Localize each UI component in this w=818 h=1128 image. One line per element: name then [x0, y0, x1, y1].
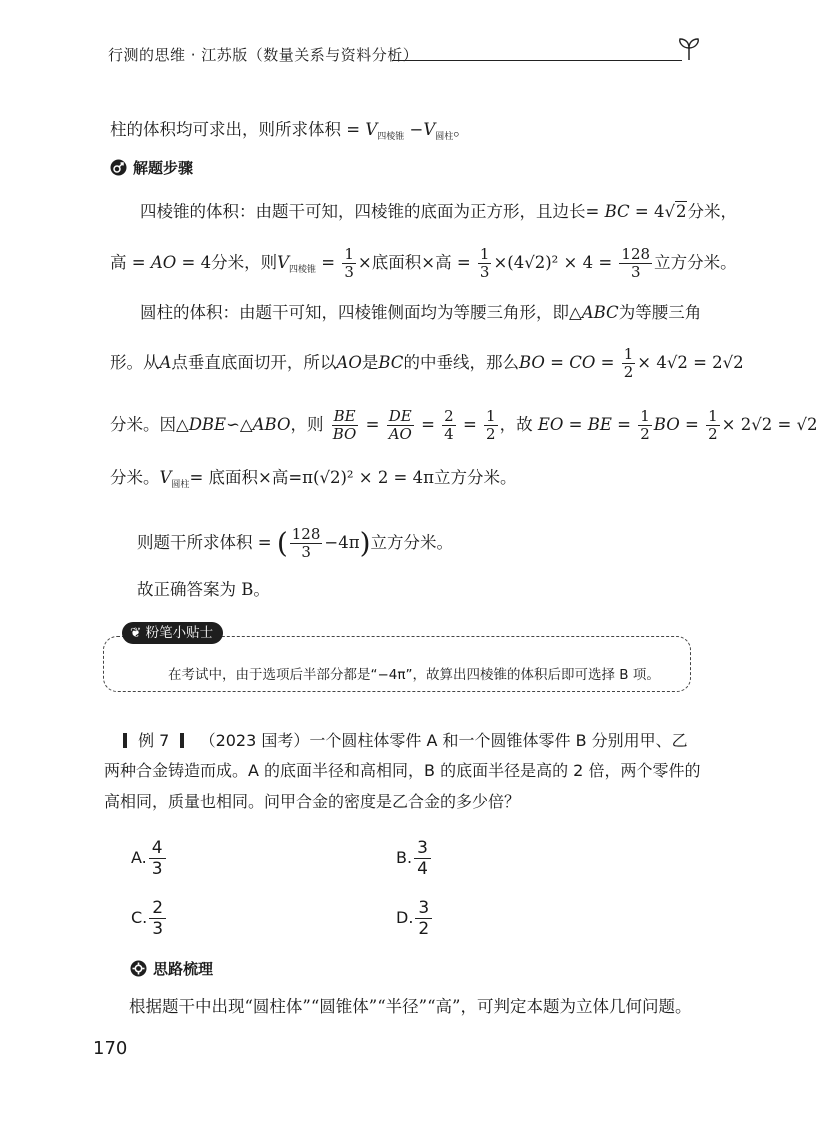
example-line-1: 例 7 （2023 国考）一个圆柱体零件 A 和一个圆锥体零件 B 分别用甲、乙	[123, 728, 688, 754]
label-bar-right	[180, 733, 184, 748]
header-rule	[392, 60, 682, 61]
thinking-text: 根据题干中出现“圆柱体”“圆锥体”“半径”“高”，可判定本题为立体几何问题。	[129, 997, 692, 1016]
option-d[interactable]: D. $\frac{3}{2}$	[396, 898, 432, 939]
solve-para-2: 高 = AO = 4分米，则$V_{四棱锥}$ = $\frac{1}{3}$ ×底面积×高 = $\frac{1}{3}$ ×(4√2)² × 4 = $\frac{128}{3}$ 立方分米。	[110, 245, 737, 281]
section-thinking-heading: 思路梳理	[130, 958, 213, 979]
solve-para-7: 则题干所求体积 = ( $\frac{128}{3}$ −4π)立方分米。	[137, 525, 454, 561]
tip-text: 在考试中，由于选项后半部分都是“−4π”，故算出四棱锥的体积后即可选择 B 项。	[168, 667, 660, 683]
example-label: 例 7	[138, 731, 170, 750]
steps-icon	[110, 159, 127, 176]
solve-para-3: 圆柱的体积：由题干可知，四棱锥侧面均为等腰三角形，即△ABC为等腰三角	[140, 303, 702, 322]
gear-icon	[130, 960, 147, 977]
option-a[interactable]: A. $\frac{4}{3}$	[131, 838, 166, 879]
example-line-2: 两种合金铸造而成。A 的底面半径和高相同，B 的底面半径是高的 2 倍，两个零件的	[104, 761, 701, 780]
solve-para-1: 四棱锥的体积：由题干可知，四棱锥的底面为正方形，且边长= BC = 4√2分米，	[140, 202, 737, 221]
page-number: 170	[93, 1038, 128, 1059]
intro-line: 柱的体积均可求出，则所求体积 = $V_{四棱锥} -V_{圆柱}$。	[110, 120, 470, 142]
solve-para-5: 分米。因△DBE∽△ABO，则 $\frac{BE}{BO}$ = $\frac{DE}{AO}$ = $\frac{2}{4}$ = $\frac{1}{2}$ ，故 EO = BE = $\frac{1}{2}$ BO = $\frac{1}{2}$ × 2√2 = √2	[110, 407, 818, 443]
label-bar-left	[123, 733, 127, 748]
solve-para-4: 形。从A点垂直底面切开，所以AO是BC的中垂线，那么BO = CO = $\frac{1}{2}$ × 4√2 = 2√2	[110, 345, 744, 381]
sprout-icon	[676, 36, 702, 62]
option-b[interactable]: B. $\frac{3}{4}$	[396, 838, 431, 879]
example-line-3: 高相同，质量也相同。问甲合金的密度是乙合金的多少倍？	[104, 792, 521, 811]
solve-para-6: 分米。$V_{圆柱}=$ 底面积×高=π(√2)² × 2 = 4π立方分米。	[110, 468, 517, 490]
tip-tag: ❦ 粉笔小贴士	[122, 622, 223, 644]
running-header: 行测的思维 · 江苏版（数量关系与资料分析）	[108, 46, 419, 64]
answer-line: 故正确答案为 B。	[137, 580, 270, 599]
sprout-icon: ❦	[130, 625, 142, 641]
section-solve-heading: 解题步骤	[110, 157, 193, 178]
option-c[interactable]: C. $\frac{2}{3}$	[131, 898, 166, 939]
